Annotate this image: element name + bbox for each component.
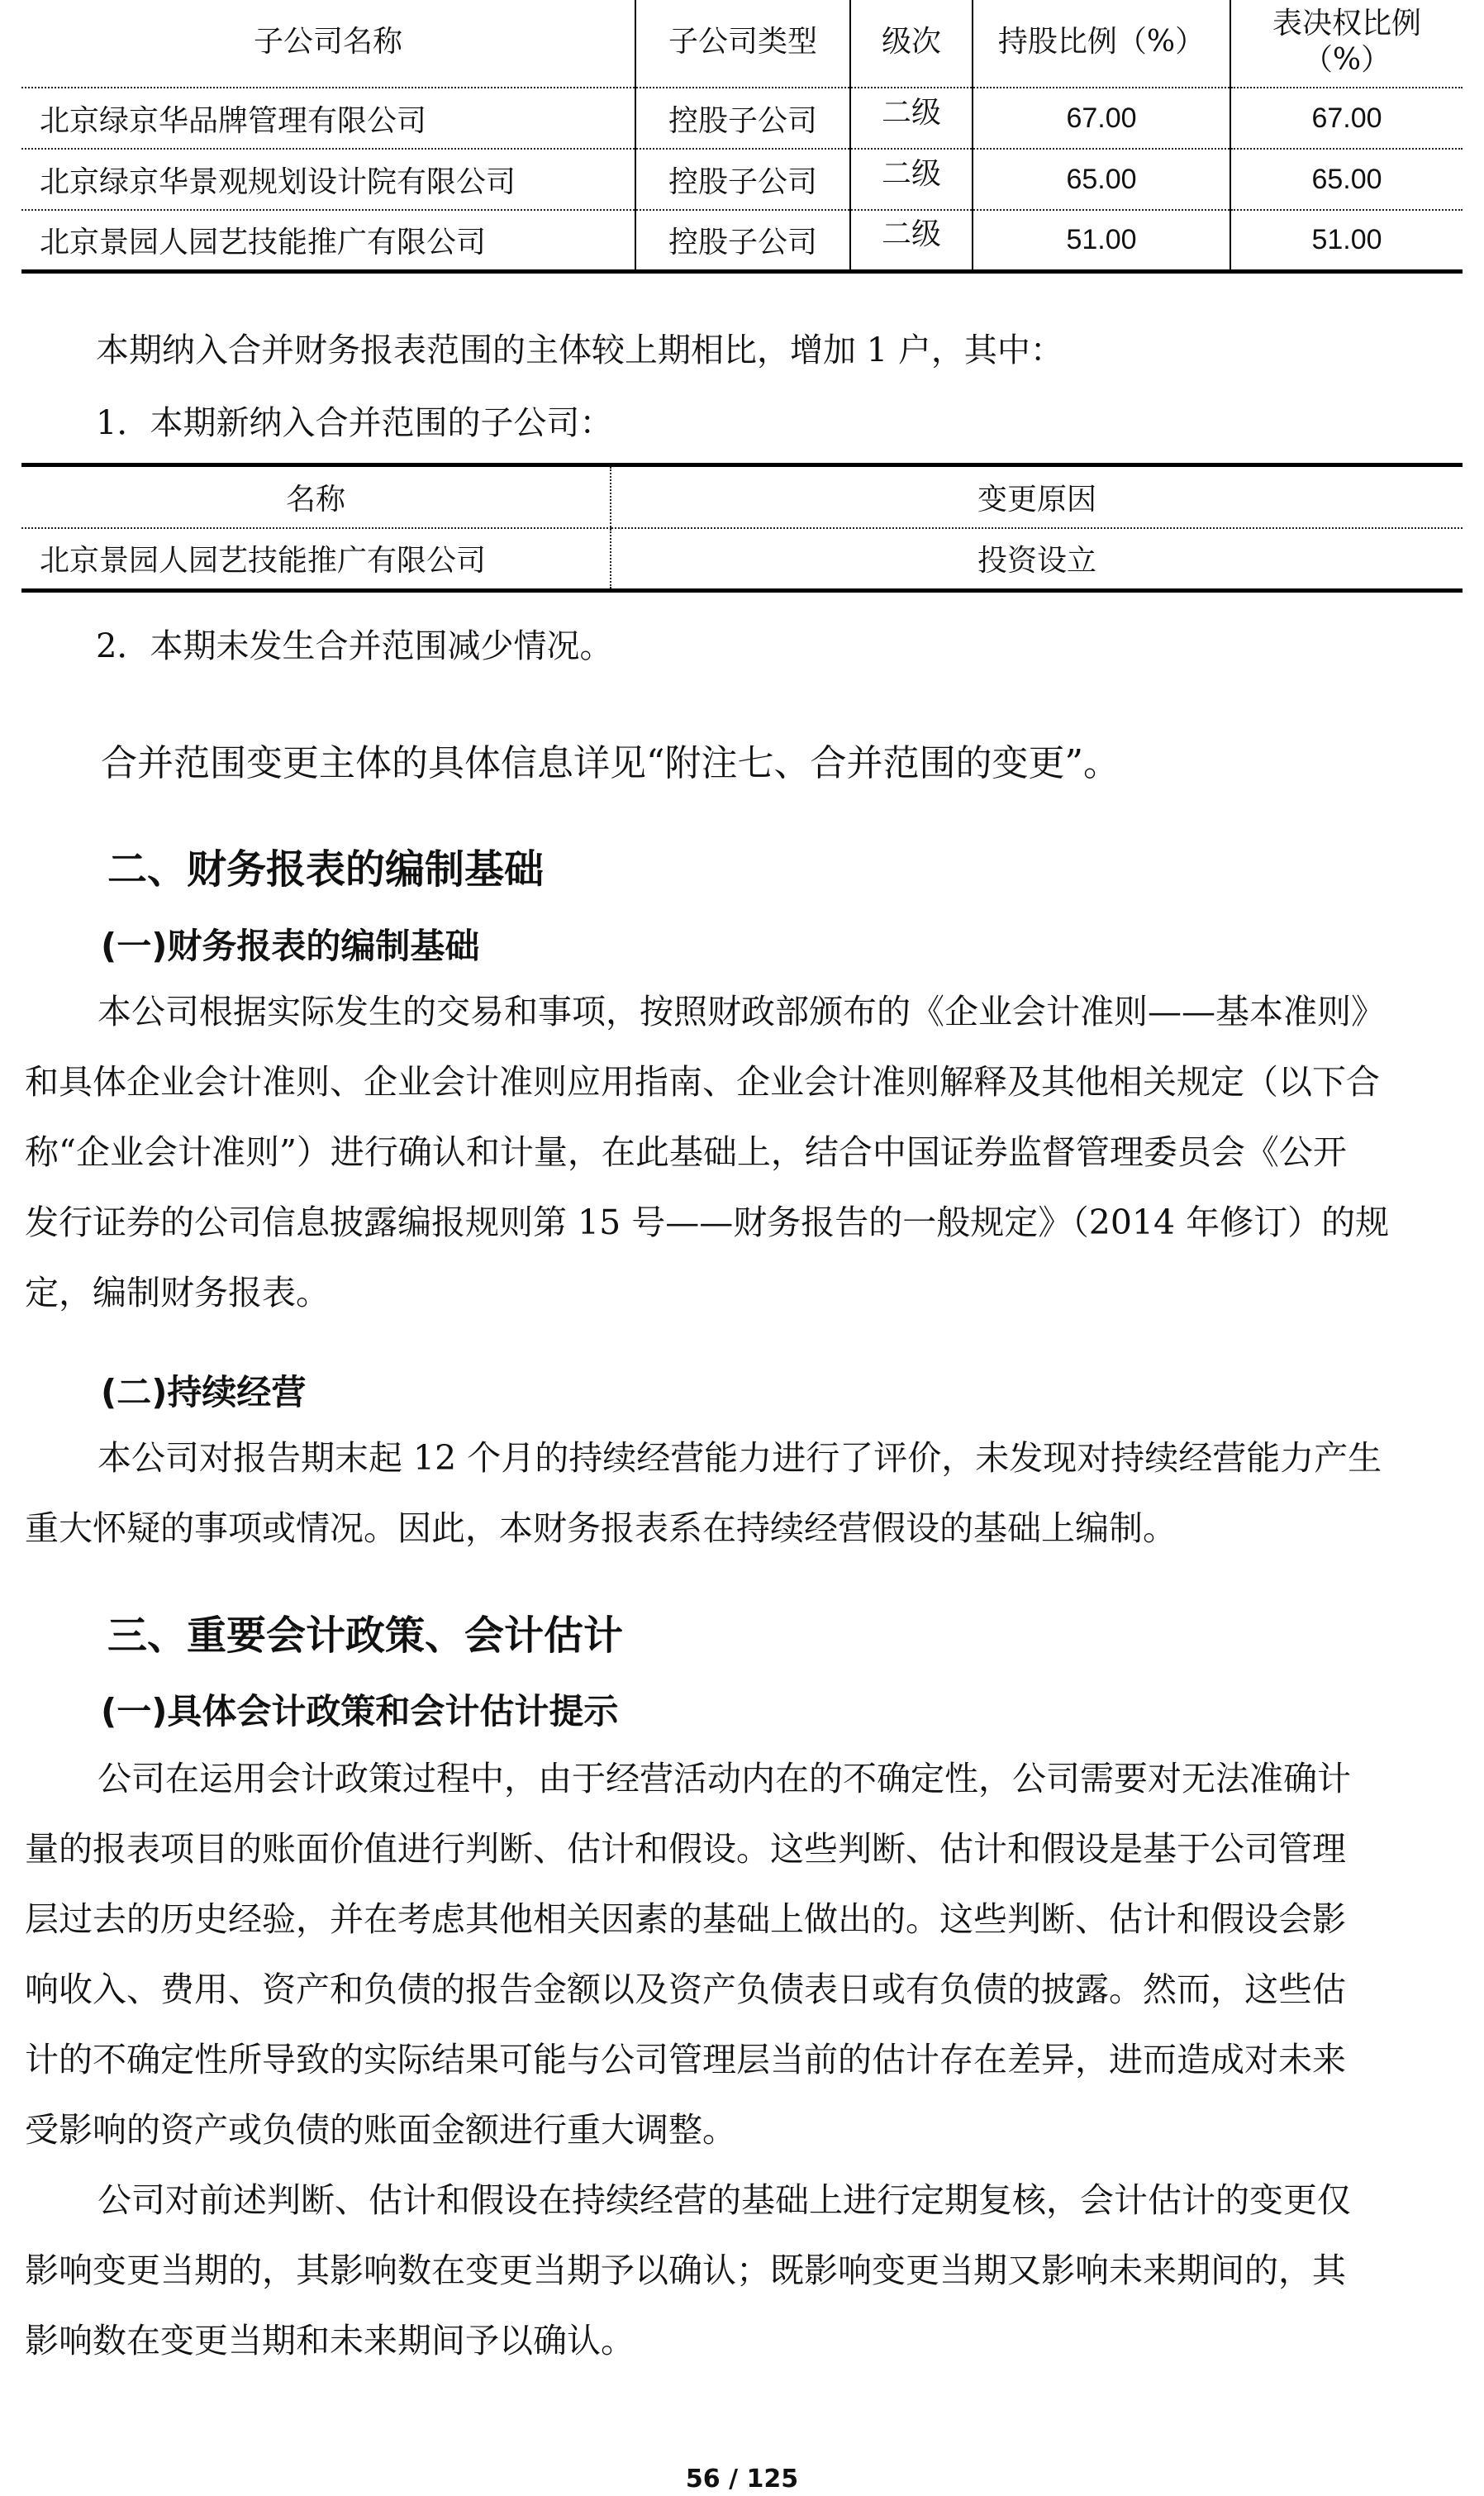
paragraph-line: 影响数在变更当期和未来期间予以确认。	[25, 2321, 635, 2360]
paragraph-line: 本公司对报告期末起 12 个月的持续经营能力进行了评价，未发现对持续经营能力产生	[98, 1438, 1382, 1478]
cell-level-text: 二级	[881, 156, 941, 191]
paragraph-line: 层过去的历史经验，并在考虑其他相关因素的基础上做出的。这些判断、估计和假设会影	[25, 1899, 1346, 1939]
header-subsidiary-name: 子公司名称	[21, 0, 635, 88]
table-row	[21, 88, 1463, 149]
paragraph-line: 重大怀疑的事项或情况。因此，本财务报表系在持续经营假设的基础上编制。	[25, 1508, 1177, 1548]
section-3-title: 三、重要会计政策、会计估计	[107, 1612, 624, 1659]
paragraph-line: 影响变更当期的，其影响数在变更当期予以确认；既影响变更当期又影响未来期间的，其	[25, 2251, 1346, 2290]
table-header-row	[21, 0, 1463, 88]
scope-change-intro: 本期纳入合并财务报表范围的主体较上期相比，增加 1 户，其中：	[96, 331, 1063, 369]
cell-vote: 51.00	[1230, 210, 1463, 271]
cell-name: 北京绿京华景观规划设计院有限公司	[21, 149, 635, 210]
section-3-1-title: (一)具体会计政策和会计估计提示	[101, 1691, 619, 1731]
header-subsidiary-type: 子公司类型	[635, 0, 850, 88]
paragraph-line: 本公司根据实际发生的交易和事项，按照财政部颁布的《企业会计准则——基本准则》	[98, 992, 1385, 1031]
cell-share: 51.00	[973, 210, 1230, 271]
header-change-reason: 变更原因	[611, 465, 1463, 528]
paragraph-line: 发行证券的公司信息披露编报规则第 15 号——财务报告的一般规定》（2014 年修订）的规	[25, 1203, 1390, 1242]
paragraph-line: 和具体企业会计准则、企业会计准则应用指南、企业会计准则解释及其他相关规定（以下合	[25, 1062, 1380, 1102]
section-3-1-paragraph-2	[25, 2165, 1459, 2376]
header-name: 名称	[21, 465, 611, 528]
section-2-2-paragraph	[25, 1423, 1459, 1564]
cell-level	[850, 210, 973, 271]
cell-type: 控股子公司	[635, 149, 850, 210]
paragraph-line: 受影响的资产或负债的账面金额进行重大调整。	[25, 2110, 736, 2150]
paragraph-line: 响收入、费用、资产和负债的报告金额以及资产负债表日或有负债的披露。然而，这些估	[25, 1970, 1346, 2009]
section-2-1-title: (一)财务报表的编制基础	[101, 926, 480, 966]
cell-level-text: 二级	[881, 95, 941, 130]
section-2-2-title: (二)持续经营	[101, 1372, 307, 1412]
cell-type: 控股子公司	[635, 210, 850, 271]
new-subsidiary-table	[21, 463, 1463, 593]
cell-name: 北京景园人园艺技能推广有限公司	[40, 225, 487, 260]
new-subsidiary-item: 1．本期新纳入合并范围的子公司：	[96, 404, 613, 442]
cell-level	[850, 149, 973, 210]
section-3-1-paragraph-1	[25, 1744, 1459, 2165]
cell-share: 67.00	[973, 88, 1230, 149]
section-2-title: 二、财务报表的编制基础	[107, 846, 545, 893]
scope-detail-note: 合并范围变更主体的具体信息详见“附注七、合并范围的变更”。	[101, 742, 1120, 784]
paragraph-line: 量的报表项目的账面价值进行判断、估计和假设。这些判断、估计和假设是基于公司管理	[25, 1829, 1346, 1869]
header-level: 级次	[850, 0, 973, 88]
table-row	[21, 528, 1463, 591]
cell-vote: 67.00	[1230, 88, 1463, 149]
no-reduction-item: 2．本期未发生合并范围减少情况。	[96, 627, 613, 665]
header-share-ratio: 持股比例（%）	[973, 0, 1230, 88]
page-number: 56 / 125	[685, 2465, 799, 2494]
header-voting-ratio	[1230, 0, 1463, 88]
header-voting-ratio-line1: 表决权比例	[1272, 6, 1421, 40]
table-row	[21, 149, 1463, 210]
paragraph-line: 公司在运用会计政策过程中，由于经营活动内在的不确定性，公司需要对无法准确计	[98, 1759, 1351, 1798]
cell-reason: 投资设立	[611, 528, 1463, 591]
cell-type: 控股子公司	[635, 88, 850, 149]
paragraph-line: 定，编制财务报表。	[25, 1273, 330, 1312]
cell-name: 北京景园人园艺技能推广有限公司	[40, 544, 487, 579]
table-header-row	[21, 465, 1463, 528]
cell-level-text: 二级	[881, 217, 941, 251]
cell-name: 北京绿京华品牌管理有限公司	[21, 88, 635, 149]
cell-level	[850, 88, 973, 149]
cell-vote: 65.00	[1230, 149, 1463, 210]
header-voting-ratio-line2: （%）	[1302, 42, 1391, 77]
cell-share: 65.00	[973, 149, 1230, 210]
table-row	[21, 210, 1463, 271]
paragraph-line: 公司对前述判断、估计和假设在持续经营的基础上进行定期复核，会计估计的变更仅	[98, 2180, 1351, 2220]
paragraph-line: 称“企业会计准则”）进行确认和计量，在此基础上，结合中国证券监督管理委员会《公开	[25, 1132, 1347, 1172]
section-2-1-paragraph	[25, 977, 1459, 1328]
paragraph-line: 计的不确定性所导致的实际结果可能与公司管理层当前的估计存在差异，进而造成对未来	[25, 2040, 1346, 2079]
subsidiary-table	[21, 0, 1463, 274]
